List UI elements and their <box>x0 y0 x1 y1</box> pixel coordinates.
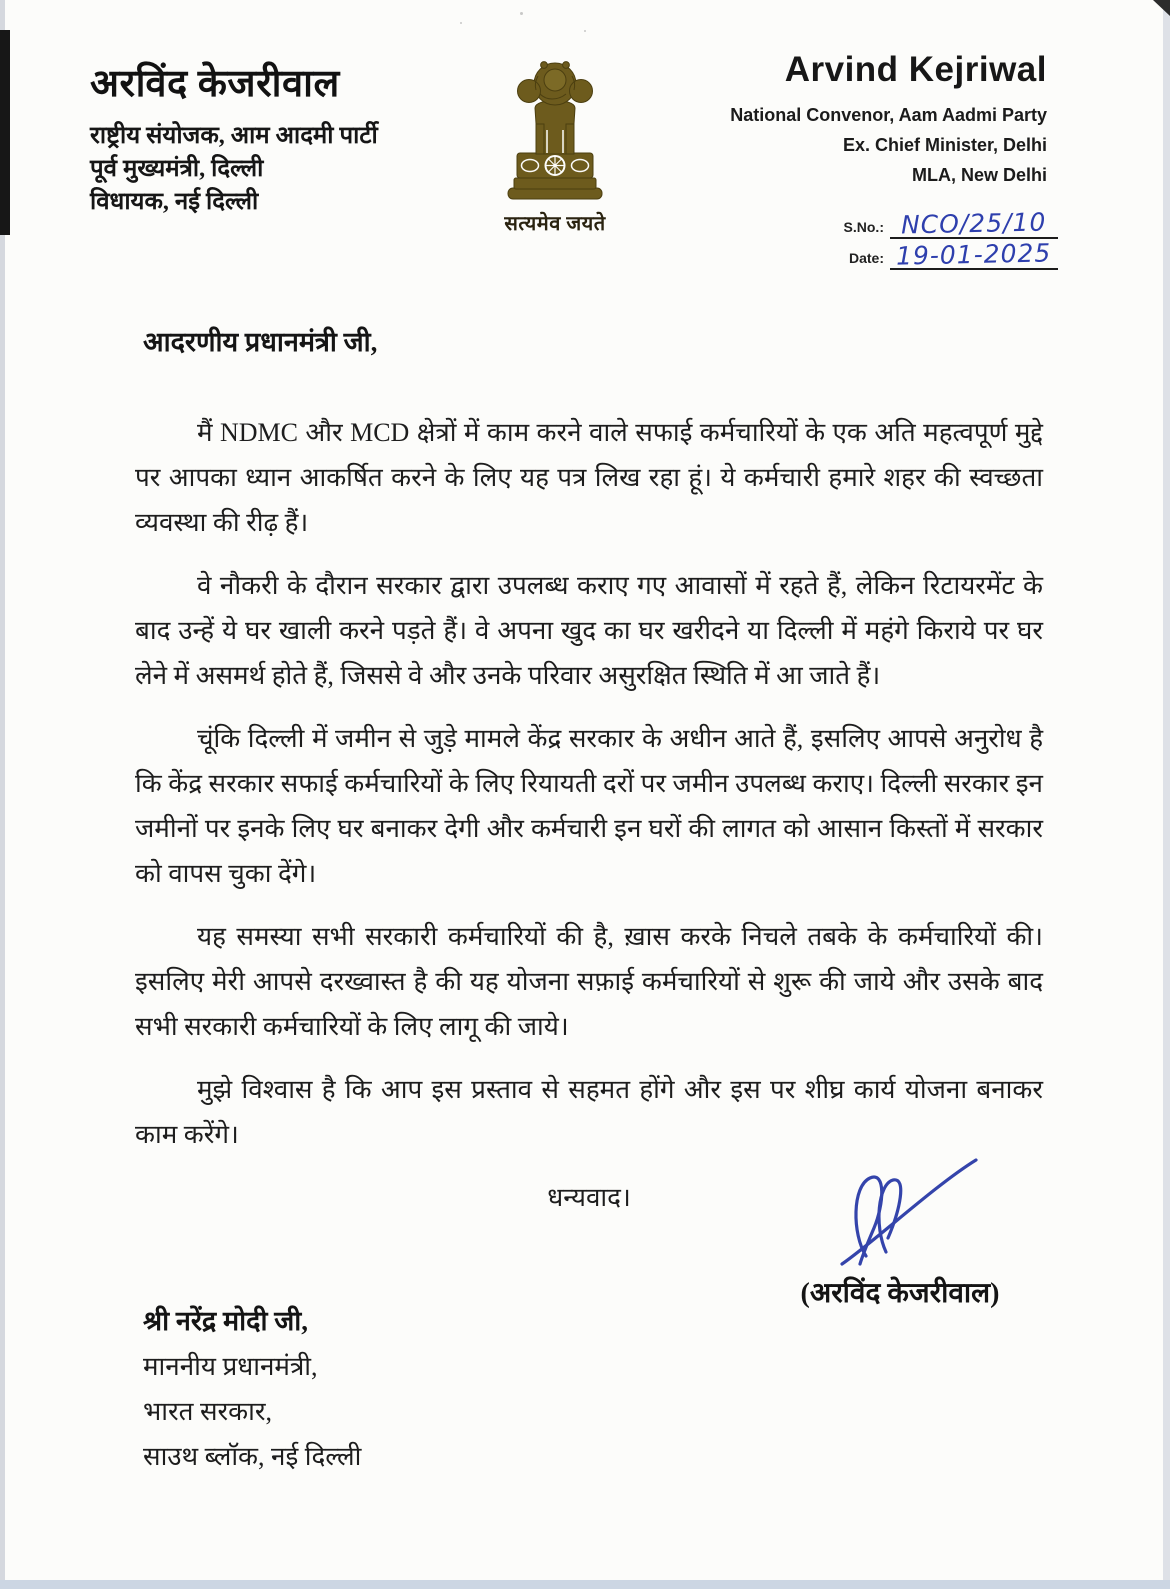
addressee-line-3: साउथ ब्लॉक, नई दिल्ली <box>143 1442 362 1471</box>
date-line <box>890 238 1058 271</box>
sender-title-english-2: Ex. Chief Minister, Delhi <box>842 135 1047 155</box>
paragraph-3: चूंकि दिल्ली में जमीन से जुड़े मामले केंद्र सरकार के अधीन आते हैं, इसलिए आपसे अनुरोध है कि केंद्र सरकार सफाई कर्मचारियों के लिए रियायती दरों पर जमीन उपलब्ध कराए। दिल्ली सरकार इन जमीनों पर इनके लिए घर बनाकर देगी और कर्मचारी इन घरों की लागत को आसान किस्तों में सरकार को वापस चुका देंगे। <box>135 724 1043 888</box>
letterhead-left <box>90 56 490 219</box>
paragraph-1: मैं NDMC और MCD क्षेत्रों में काम करने वाले सफाई कर्मचारियों के एक अति महत्वपूर्ण मुद्दे पर आपका ध्यान आकर्षित करने के लिए यह पत्र लिख रहा हूं। ये कर्मचारी हमारे शहर की स्वच्छता व्यवस्था की रीढ़ हैं। <box>135 418 1043 537</box>
satyameva-jayate-caption: सत्यमेव जयते <box>504 213 606 235</box>
letter-body <box>135 322 1043 1220</box>
serial-number-row <box>808 207 1058 240</box>
signatory-name: (अरविंद केजरीवाल) <box>800 1278 1000 1309</box>
reference-block <box>808 207 1058 272</box>
date-label: Date: <box>848 250 884 266</box>
addressee-line-1: माननीय प्रधानमंत्री, <box>143 1352 318 1381</box>
scan-edge-left <box>0 0 5 1589</box>
scan-edge-right <box>1163 0 1170 1589</box>
sender-name-english: Arvind Kejriwal <box>784 50 1047 89</box>
paragraph-4: यह समस्या सभी सरकारी कर्मचारियों की है, ख़ास करके निचले तबके के कर्मचारियों की। इसलिए मेरी आपसे दरख्वास्त है की यह योजना सफ़ाई कर्मचारियों से शुरू की जाये और उसके बाद सभी सरकारी कर्मचारियों के लिए लागू की जाये। <box>135 922 1043 1041</box>
addressee-block <box>143 1298 643 1479</box>
date-row <box>808 238 1058 271</box>
closing-thanks: धन्यवाद। <box>547 1183 631 1212</box>
letterhead-right <box>617 50 1047 190</box>
scan-noise-speck <box>520 12 523 15</box>
serial-number-value: NCO/25/10 <box>901 207 1047 240</box>
ashoka-lion-capital-icon <box>500 50 610 200</box>
sender-name-hindi: अरविंद केजरीवाल <box>90 63 340 105</box>
sender-title-hindi-2: पूर्व मुख्यमंत्री, दिल्ली <box>90 156 264 182</box>
scan-noise-speck <box>584 30 586 32</box>
scan-noise-speck <box>460 22 462 24</box>
addressee-name: श्री नरेंद्र मोदी जी, <box>143 1306 308 1336</box>
sender-title-english-3: MLA, New Delhi <box>911 165 1047 185</box>
sender-title-english-1: National Convenor, Aam Aadmi Party <box>730 105 1047 125</box>
scan-edge-topleft-dark <box>0 30 10 235</box>
signature-block <box>785 1158 1015 1311</box>
signature-icon <box>820 1158 980 1266</box>
national-emblem <box>494 50 616 236</box>
serial-number-label: S.No.: <box>843 219 884 235</box>
salutation: आदरणीय प्रधानमंत्री जी, <box>143 327 378 357</box>
sender-title-hindi-1: राष्ट्रीय संयोजक, आम आदमी पार्टी <box>90 123 378 149</box>
sender-title-hindi-3: विधायक, नई दिल्ली <box>90 189 259 215</box>
serial-number-line <box>890 207 1058 240</box>
scan-edge-bottom <box>0 1580 1170 1589</box>
paragraph-2: वे नौकरी के दौरान सरकार द्वारा उपलब्ध कराए गए आवासों में रहते हैं, लेकिन रिटायरमेंट के बाद उन्हें ये घर खाली करने पड़ते हैं। वे अपना खुद का घर खरीदने या दिल्ली में महंगे किराये पर घर लेने में असमर्थ होते हैं, जिससे वे और उनके परिवार असुरक्षित स्थिति में आ जाते हैं। <box>135 571 1043 690</box>
date-value: 19-01-2025 <box>896 238 1052 271</box>
addressee-line-2: भारत सरकार, <box>143 1397 273 1426</box>
paragraph-5: मुझे विश्वास है कि आप इस प्रस्ताव से सहमत होंगे और इस पर शीघ्र कार्य योजना बनाकर काम करेंगे। <box>135 1075 1043 1149</box>
